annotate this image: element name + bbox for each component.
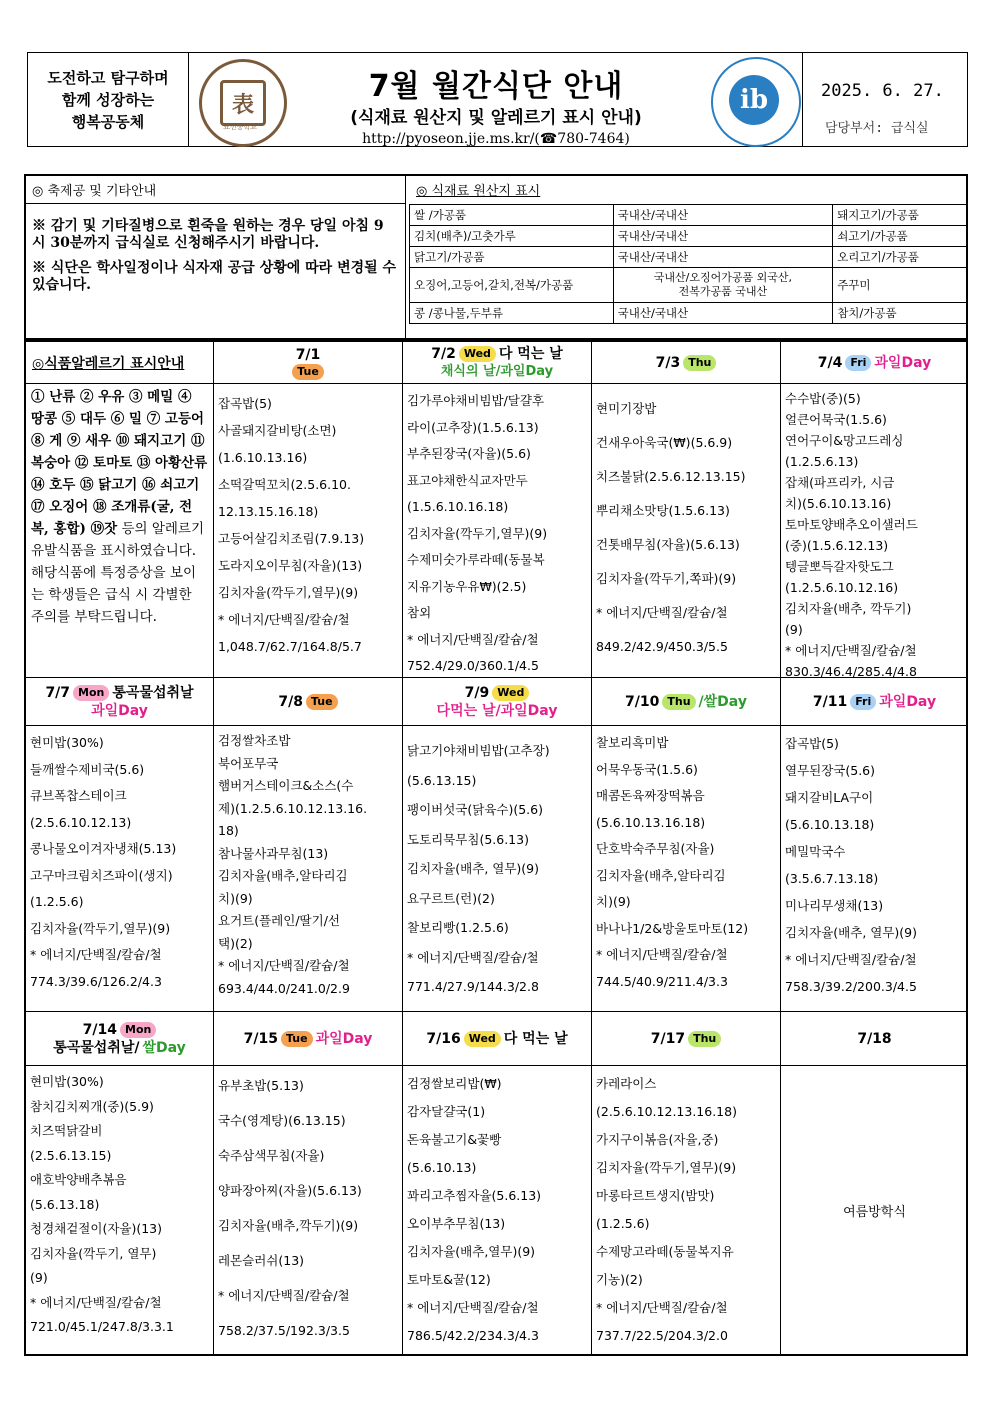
day-header-0708 xyxy=(214,678,403,726)
menu-0708: 검정쌀차조밥 북어포무국 햄버거스테이크&소스(수 제)(1.2.5.6.10.12.13.16. 18) 참나물사과무침(13) 김치자율(배추,알타리김 치)(9) 요거트(플레인/딸기/선 택)(2) * 에너지/단백질/칼슘/철 693.4/44.0/241.0/2.9 xyxy=(214,726,403,1012)
school-logo-text: 표선중학교 xyxy=(223,123,257,131)
menu-0701: 잡곡밥(5) 사골돼지갈비탕(소면) (1.6.10.13.16) 소떡갈떡꼬치(2.5.6.10. 12.13.15.16.18) 고등어살김치조림(7.9.13) 도라지오이무침(자율)(13) 김치자율(깍두기,열무)(9) * 에너지/단백질/칼슘/철 1,048.7/62.7/164.8/5.7 xyxy=(214,384,403,678)
origin-heading xyxy=(406,174,968,204)
table-row xyxy=(410,205,967,226)
notice-heading: ◎ 축제공 및 기타안내 xyxy=(24,174,406,204)
table-row xyxy=(410,303,967,324)
menu-0711: 잡곡밥(5) 열무된장국(5.6) 돼지갈비LA구이 (5.6.10.13.18) 메밀막국수 (3.5.6.7.13.18) 미나리무생채(13) 김치자율(배추, 열무)(9) * 에너지/단백질/칼슘/철 758.3/39.2/200.3/4.5 xyxy=(781,726,968,1012)
origin-item: 콩 /콩나물,두부류 xyxy=(410,303,614,324)
allergy-body xyxy=(26,384,214,678)
day-header-0717 xyxy=(592,1012,781,1066)
day-event: 통곡물섭취날 xyxy=(112,684,194,701)
day-event: 통곡물섭취날/ xyxy=(53,1039,140,1056)
day-event: 과일Day xyxy=(315,1030,373,1047)
notice-body xyxy=(24,204,406,340)
menu-0710: 찰보리흑미밥 어묵우동국(1.5.6) 매콤돈육짜장떡볶음 (5.6.10.13.16.18) 단호박숙주무침(자율) 김치자율(배추,알타리김 치)(9) 바나나1/2&방울토마토(12) * 에너지/단백질/칼슘/철 744.5/40.9/211.4/3.3 xyxy=(592,726,781,1012)
table-row xyxy=(410,268,967,303)
menu-0709: 닭고기야채비빔밥(고추장) (5.6.13.15) 팽이버섯국(닭육수)(5.6) 도토리묵무침(5.6.13) 김치자율(배추, 열무)(9) 요구르트(런)(2) 찰보리빵(1.2.5.6) * 에너지/단백질/칼슘/철 771.4/27.9/144.3/2.8 xyxy=(403,726,592,1012)
header-center xyxy=(189,52,803,147)
day-header-0701 xyxy=(214,342,403,384)
day-date: 7/16 xyxy=(426,1030,461,1047)
day-event: 다 먹는 날 xyxy=(498,345,563,362)
origin-item: 오리고기/가공품 xyxy=(833,247,967,268)
menu-0707: 현미밥(30%) 들깨쌀수제비국(5.6) 큐브폭찹스테이크 (2.5.6.10.12.13) 콩나물오이겨자냉채(5.13) 고구마크림치즈파이(생지) (1.2.5.6) 김치자율(깍두기,열무)(9) * 에너지/단백질/칼슘/철 774.3/39.6/126.2/4.3 xyxy=(26,726,214,1012)
day-date: 7/4 xyxy=(817,354,843,371)
notice-line-2: ※ 식단은 학사일정이나 식자재 공급 상황에 따라 변경될 수 있습니다. xyxy=(32,260,397,293)
menu-0715: 유부초밥(5.13) 국수(영계탕)(6.13.15) 숙주삼색무침(자율) 양파장아찌(자율)(5.6.13) 김치자율(배추,깍두기)(9) 레몬슬러쉬(13) * 에너지/단백질/칼슘/철 758.2/37.5/192.3/3.5 xyxy=(214,1066,403,1354)
day-event-2: 채식의 날/과일Day xyxy=(440,363,554,379)
school-emblem-icon: 表 xyxy=(220,80,266,126)
ib-logo-text: ib xyxy=(729,75,779,125)
origin-item: 돼지고기/가공품 xyxy=(833,205,967,226)
publish-date: 2025. 6. 27. xyxy=(821,81,944,101)
day-date: 7/7 xyxy=(45,684,71,701)
page-title: 7월 월간식단 안내 xyxy=(368,69,624,104)
day-event: 과일Day xyxy=(879,693,937,710)
day-date: 7/2 xyxy=(431,345,456,362)
origin-item: 쇠고기/가공품 xyxy=(833,226,967,247)
origin-item: 김치(배추)/고춧가루 xyxy=(410,226,614,247)
origin-country: 국내산/국내산 xyxy=(613,247,833,268)
day-event: /쌀Day xyxy=(698,693,747,710)
day-event: 다먹는 날/과일Day xyxy=(436,702,558,719)
origin-country: 국내산/오징어가공품 외국산, 전복가공품 국내산 xyxy=(613,268,833,303)
menu-0718: 여름방학식 xyxy=(843,1204,906,1220)
day-header-0718 xyxy=(781,1012,968,1066)
origin-table xyxy=(409,204,967,324)
menu-grid xyxy=(24,340,968,1356)
origin-country: 국내산/국내산 xyxy=(613,303,833,324)
day-header-0707 xyxy=(26,678,214,726)
day-header-0711 xyxy=(781,678,968,726)
origin-country: 국내산/국내산 xyxy=(613,205,833,226)
day-date: 7/1 xyxy=(295,346,321,363)
school-contact[interactable]: http://pyoseon.jje.ms.kr/(☎780-7464) xyxy=(362,131,630,147)
day-date: 7/18 xyxy=(857,1030,892,1047)
day-header-0714 xyxy=(26,1012,214,1066)
day-header-0710 xyxy=(592,678,781,726)
menu-0703: 현미기장밥 건새우아욱국(₩)(5.6.9) 치즈불닭(2.5.6.12.13.15) 뿌리채소맛탕(1.5.6.13) 건톳배무침(자율)(5.6.13) 김치자율(깍두기,쪽파)(9) * 에너지/단백질/칼슘/철 849.2/42.9/450.3/5.5 xyxy=(592,384,781,678)
allergy-heading: ◎식품알레르기 표시안내 xyxy=(26,342,214,384)
day-header-0715 xyxy=(214,1012,403,1066)
day-event-2: 과일Day xyxy=(91,702,148,719)
origin-country: 국내산/국내산 xyxy=(613,226,833,247)
day-badge: Tue xyxy=(281,1031,313,1047)
origin-item: 오징어,고등어,갈치,전복/가공품 xyxy=(410,268,614,303)
day-badge: Tue xyxy=(292,364,324,380)
day-header-0709 xyxy=(403,678,592,726)
day-badge: Mon xyxy=(120,1022,156,1038)
day-event: 과일Day xyxy=(874,354,932,371)
day-badge: Fri xyxy=(845,355,871,371)
table-row xyxy=(410,247,967,268)
day-event-2: 쌀Day xyxy=(142,1039,186,1056)
day-badge: Thu xyxy=(662,694,695,710)
origin-item: 닭고기/가공품 xyxy=(410,247,614,268)
day-badge: Wed xyxy=(492,685,529,701)
menu-0714: 현미밥(30%) 참치김치찌개(중)(5.9) 치즈떡닭갈비 (2.5.6.13.15) 애호박양배추볶음 (5.6.13.18) 청경채겉절이(자율)(13) 김치자율(깍두기, 열무) (9) * 에너지/단백질/칼슘/철 721.0/45.1/247.8/3.3.1 xyxy=(26,1066,214,1354)
origin-item: 쌀 /가공품 xyxy=(410,205,614,226)
motto-line-2: 함께 성장하는 xyxy=(61,90,155,109)
header-date-box xyxy=(803,52,968,147)
motto-line-3: 행복공동체 xyxy=(71,112,145,131)
day-date: 7/11 xyxy=(812,693,848,710)
day-badge: Mon xyxy=(73,685,109,701)
day-badge: Tue xyxy=(306,694,338,710)
motto-line-1: 도전하고 탐구하며 xyxy=(47,68,169,87)
menu-0704: 수수밥(중)(5) 얼큰어묵국(1.5.6) 연어구이&망고드레싱 (1.2.5.6.13) 잡채(파프리카, 시금 치)(5.6.10.13.16) 토마토양배추오이샐러드 (중)(1.5.6.12.13) 텡글뽀득갈자핫도그 (1.2.5.6.10.12.16) 김치자율(배추, 깍두기) (9) * 에너지/단백질/칼슘/철 830.3/46.4/285.4/4.8 xyxy=(781,384,968,678)
day-date: 7/8 xyxy=(278,693,303,710)
notice-line-1: ※ 감기 및 기타질병으로 흰죽을 원하는 경우 당일 아침 9시 30분까지 급식실로 신청해주시기 바랍니다. xyxy=(32,218,384,251)
day-badge: Wed xyxy=(459,346,496,362)
day-date: 7/14 xyxy=(82,1021,117,1038)
day-badge: Thu xyxy=(688,1031,721,1047)
school-motto xyxy=(27,52,189,147)
origin-heading-text: ◎ 식재료 원산지 표시 xyxy=(416,184,541,199)
department: 담당부서: 급식실 xyxy=(825,121,929,136)
day-date: 7/9 xyxy=(464,684,490,701)
day-event: 다 먹는 날 xyxy=(503,1030,568,1047)
day-badge: Thu xyxy=(683,355,716,371)
day-header-0704 xyxy=(781,342,968,384)
ib-logo xyxy=(711,57,801,147)
menu-0717: 카레라이스 (2.5.6.10.12.13.16.18) 가지구이볶음(자율,중) 김치자율(깍두기,열무)(9) 마롱타르트생지(밤맛) (1.2.5.6) 수제망고라떼(동물복지유 기농)(2) * 에너지/단백질/칼슘/철 737.7/22.5/204.3/2.0 xyxy=(592,1066,781,1354)
day-date: 7/15 xyxy=(243,1030,278,1047)
table-row xyxy=(410,226,967,247)
day-badge: Wed xyxy=(464,1031,501,1047)
day-header-0716 xyxy=(403,1012,592,1066)
day-header-0702 xyxy=(403,342,592,384)
origin-item: 참치/가공품 xyxy=(833,303,967,324)
menu-0716: 검정쌀보리밥(₩) 감자달걀국(1) 돈육불고기&꽃빵 (5.6.10.13) 꽈리고추찜자율(5.6.13) 오이부추무침(13) 김치자율(배추,열무)(9) 토마토&꿀(12) * 에너지/단백질/칼슘/철 786.5/42.2/234.3/4.3 xyxy=(403,1066,592,1354)
allergy-list: ① 난류 ② 우유 ③ 메밀 ④ 땅콩 ⑤ 대두 ⑥ 밀 ⑦ 고등어 ⑧ 게 ⑨ 새우 ⑩ 돼지고기 ⑪ 복숭아 ⑫ 토마토 ⑬ 아황산류 ⑭ 호두 ⑮ 닭고기 ⑯ 쇠고기 ⑰ 오징어 ⑱ 조개류(굴, 전복, 홍합) ⑲잣 xyxy=(31,389,208,537)
day-date: 7/3 xyxy=(655,354,681,371)
page-subtitle: (식재료 원산지 및 알레르기 표시 안내) xyxy=(350,108,642,128)
menu-0702: 김가루야채비빔밥/달걀후 라이(고추장)(1.5.6.13) 부추된장국(자율)(5.6) 표고야채한식교자만두 (1.5.6.10.16.18) 김치자율(깍두기,열무)(9) 수제미숫가루라떼(동물복 지유기농우유₩)(2.5) 참외 * 에너지/단백질/칼슘/철 752.4/29.0/360.1/4.5 xyxy=(403,384,592,678)
day-header-0703 xyxy=(592,342,781,384)
day-date: 7/10 xyxy=(625,693,660,710)
allergy-note: 등의 알레르기 유발식품을 표시하였습니다. 해당식품에 특정증상을 보이는 학생들은 급식 시 각별한 주의를 부탁드립니다. xyxy=(31,521,204,625)
day-badge: Fri xyxy=(850,694,876,710)
day-date: 7/17 xyxy=(650,1030,686,1047)
origin-item: 주꾸미 xyxy=(833,268,967,303)
